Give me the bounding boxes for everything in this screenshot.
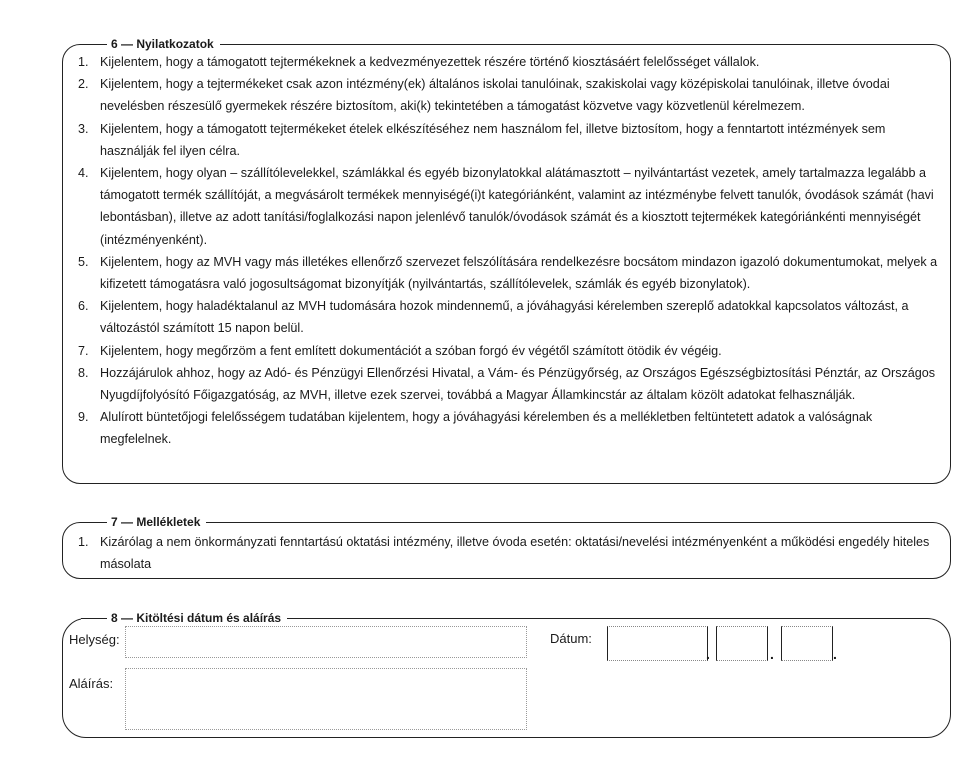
signature-field[interactable] [125, 668, 527, 730]
date-separator: . [770, 646, 774, 662]
date-month-field[interactable] [716, 626, 768, 661]
declaration-item: 8. Hozzájárulok ahhoz, hogy az Adó- és Pénzügyi Ellenőrzési Hivatal, a Vám- és Pénzügyőrség, az Országos Egészségbiztosítási Pénztár, az Országos Nyugdíjfolyósító Főigazgatóság, az MVH, illetve ezek szervei, továbbá a Magyar Államkincstár az általam közölt adatokat felhasználják. [78, 365, 936, 403]
declaration-item: 5. Kijelentem, hogy az MVH vagy más illetékes ellenőrző szervezet felszólítására rendelkezésre bocsátom mindazon igazoló dokumentumokat, melyek a kifizetett támogatásra való jogosultságomat bizonyítják (nyilvántartás, szállítólevelek, számlák és egyéb bizonylatok). [78, 254, 938, 292]
section-title-date-signature: 8 — Kitöltési dátum és aláírás [81, 610, 287, 626]
declaration-item: 1. Kijelentem, hogy a támogatott tejtermékeknek a kedvezményezettek részére történő kiosztásáért felelősséget vállalok. [78, 55, 760, 69]
date-year-field[interactable] [607, 626, 708, 661]
date-day-field[interactable] [781, 626, 833, 661]
place-input[interactable] [125, 626, 527, 658]
section-title-attachments: 7 — Mellékletek [81, 514, 206, 530]
declaration-item: 2. Kijelentem, hogy a tejtermékeket csak azon intézmény(ek) általános iskolai tanulóinak, szakiskolai vagy középiskolai tanulóinak, illetve óvodai nevelésben részesülő gyermekek részére biztosítom, aki(k) tekintetében a támogatást közvetve vagy közvetlenül kérelmezem. [78, 77, 890, 114]
declaration-item: 6. Kijelentem, hogy haladéktalanul az MVH tudomására hozok mindennemű, a jóváhagyási kérelemben szereplő adatokkal kapcsolatos változást, a változástól számított 15 napon belül. [78, 299, 909, 336]
place-label: Helység: [69, 632, 120, 647]
date-separator: . [706, 646, 710, 662]
declaration-item: 7. Kijelentem, hogy megőrzöm a fent említett dokumentációt a szóban forgó év végétől számított ötödik év végéig. [78, 343, 722, 358]
declarations-list [78, 51, 940, 451]
declaration-item: 3. Kijelentem, hogy a támogatott tejtermékeket ételek elkészítéséhez nem használom fel, illetve biztosítom, hogy a fenntartott intézmények sem használják fel ilyen célra. [78, 121, 886, 158]
declaration-item: 4. Kijelentem, hogy olyan – szállítólevelekkel, számlákkal és egyéb bizonylatokkal alátámasztott – nyilvántartást vezetek, amely tartalmazza legalább a támogatott termék szállítóját, a megvásárolt termékek mennyiségé(i)t kategóriánként, valamint az intézménybe felvett tanulók, óvodások számát (havi lebontásban), illetve az adott tanítási/foglalkozási napon jelenlévő tanulók/óvodások számát és a kiosztott tejtermékek kategóriánkénti mennyiségét (intézményenként). [78, 166, 934, 247]
attachment-item: 1. Kizárólag a nem önkormányzati fenntartású oktatási intézmény, illetve óvoda esetén: oktatási/nevelési intézményenként a működési engedély hiteles másolata [78, 535, 930, 572]
attachments-list [78, 531, 940, 575]
date-label: Dátum: [550, 631, 592, 646]
date-separator: . [833, 646, 837, 662]
signature-label: Aláírás: [69, 676, 114, 691]
section-title-declarations: 6 — Nyilatkozatok [81, 36, 220, 52]
declaration-item: 9. Alulírott büntetőjogi felelősségem tudatában kijelentem, hogy a jóváhagyási kérelemben és a mellékletben feltüntetett adatok a valóságnak megfelelnek. [78, 410, 873, 447]
